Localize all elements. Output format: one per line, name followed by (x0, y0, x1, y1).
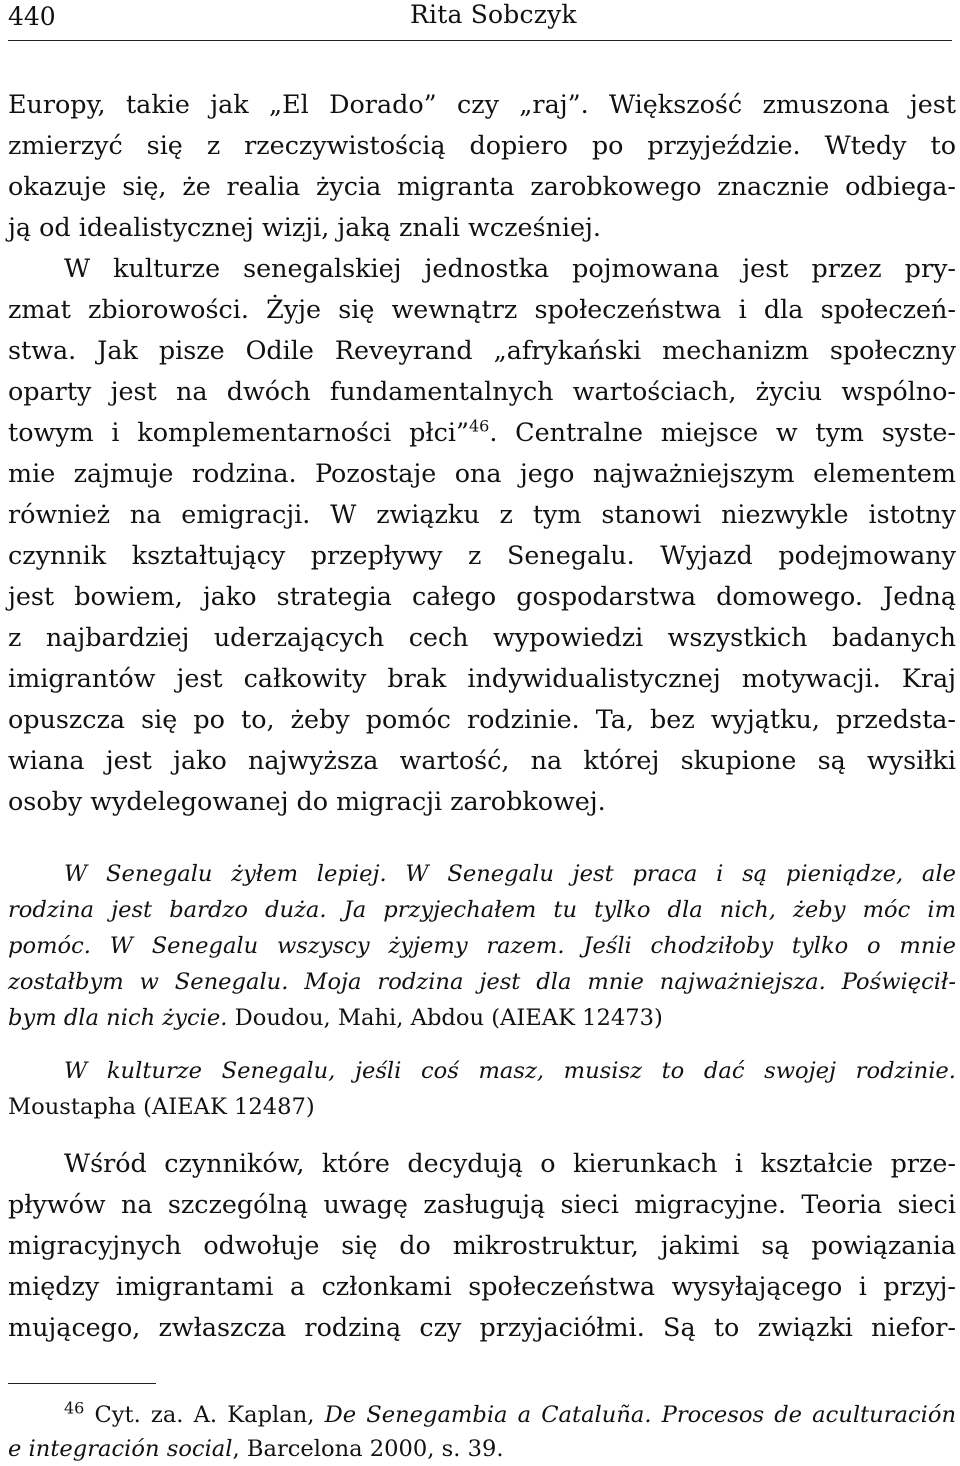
running-header-author: Rita Sobczyk (410, 0, 577, 29)
paragraph-2 (8, 248, 956, 822)
text-line: również na emigracji. W związku z tym stanowi niezwykle istotny (8, 499, 956, 529)
quote-source: Moustapha (AIEAK 12487) (8, 1094, 315, 1120)
text-line: mie zajmuje rodzina. Pozostaje ona jego najważniejszym elementem (8, 458, 956, 488)
text-line: Europy, takie jak „El Dorado” czy „raj”. Większość zmuszona jest (8, 89, 956, 119)
text-line: zmat zbiorowości. Żyje się wewnątrz społeczeństwa i dla społeczeń- (8, 294, 956, 324)
text-line: migracyjnych odwołuje się do mikrostruktur, jakimi są powiązania (8, 1230, 956, 1260)
footnote-reference[interactable]: 46 (468, 416, 490, 436)
footnote-divider (8, 1383, 156, 1384)
text-line: stwa. Jak pisze Odile Reveyrand „afrykański mechanizm społeczny (8, 335, 956, 365)
quote-text: pomóc. W Senegalu wszyscy żyjemy razem. Jeśli chodziłoby tylko o mnie (8, 933, 956, 959)
page-number: 440 (8, 2, 56, 31)
text-line: ją od idealistycznej wizji, jaką znali wcześniej. (8, 212, 601, 242)
quote-text: rodzina jest bardzo duża. Ja przyjechałem tu tylko dla nich, żeby móc im (8, 897, 956, 923)
paragraph-1 (8, 84, 956, 248)
text-line: z najbardziej uderzających cech wypowiedzi wszystkich badanych (8, 622, 956, 652)
footnote-text: Cyt. za. A. Kaplan, (84, 1402, 325, 1428)
text-line: Wśród czynników, które decydują o kierunkach i kształcie prze- (64, 1148, 956, 1178)
text-line: W kulturze senegalskiej jednostka pojmowana jest przez pry- (64, 253, 956, 283)
footnote-text: , Barcelona 2000, s. 39. (232, 1436, 504, 1462)
quote-source: Doudou, Mahi, Abdou (AIEAK 12473) (227, 1005, 663, 1031)
interview-quote-1 (8, 856, 956, 1036)
text-line: między imigrantami a członkami społeczeństwa wysyłającego i przyj- (8, 1271, 956, 1301)
text-line: okazuje się, że realia życia migranta zarobkowego znacznie odbiega- (8, 171, 956, 201)
text-line: czynnik kształtujący przepływy z Senegalu. Wyjazd podejmowany (8, 540, 956, 570)
quote-text: W kulturze Senegalu, jeśli coś masz, musisz to dać swojej rodzinie. (64, 1058, 956, 1084)
text-line: wiana jest jako najwyższa wartość, na której skupione są wysiłki (8, 745, 956, 775)
text-line: mującego, zwłaszcza rodziną czy przyjaciółmi. Są to związki niefor- (8, 1312, 956, 1342)
text-line: zmierzyć się z rzeczywistością dopiero po przyjeździe. Wtedy to (8, 130, 956, 160)
footnote-46 (8, 1398, 956, 1466)
running-header (8, 0, 952, 41)
text-line: osoby wydelegowanej do migracji zarobkowej. (8, 786, 606, 816)
footnote-title: e integración social (8, 1436, 233, 1462)
interview-quote-2 (8, 1053, 956, 1125)
text-segment: towym i komplementarności płci” (8, 417, 469, 447)
text-line-with-footnote (8, 412, 956, 453)
text-line: pływów na szczególną uwagę zasługują sieci migracyjne. Teoria sieci (8, 1189, 956, 1219)
footnote-number: 46 (64, 1398, 85, 1418)
quote-text: bym dla nich życie. (8, 1005, 228, 1031)
paragraph-3 (8, 1143, 956, 1348)
footnote-title: De Senegambia a Cataluña. Procesos de aculturación (324, 1402, 956, 1428)
text-line: opuszcza się po to, żeby pomóc rodzinie. Ta, bez wyjątku, przedsta- (8, 704, 956, 734)
text-line: jest bowiem, jako strategia całego gospodarstwa domowego. Jedną (8, 581, 956, 611)
text-segment: . Centralne miejsce w tym syste- (489, 417, 956, 447)
quote-text: zostałbym w Senegalu. Moja rodzina jest dla mnie najważniejsza. Poświęcił- (8, 969, 956, 995)
text-line: oparty jest na dwóch fundamentalnych wartościach, życiu wspólno- (8, 376, 956, 406)
quote-text: W Senegalu żyłem lepiej. W Senegalu jest praca i są pieniądze, ale (64, 861, 956, 887)
text-line: imigrantów jest całkowity brak indywidualistycznej motywacji. Kraj (8, 663, 956, 693)
